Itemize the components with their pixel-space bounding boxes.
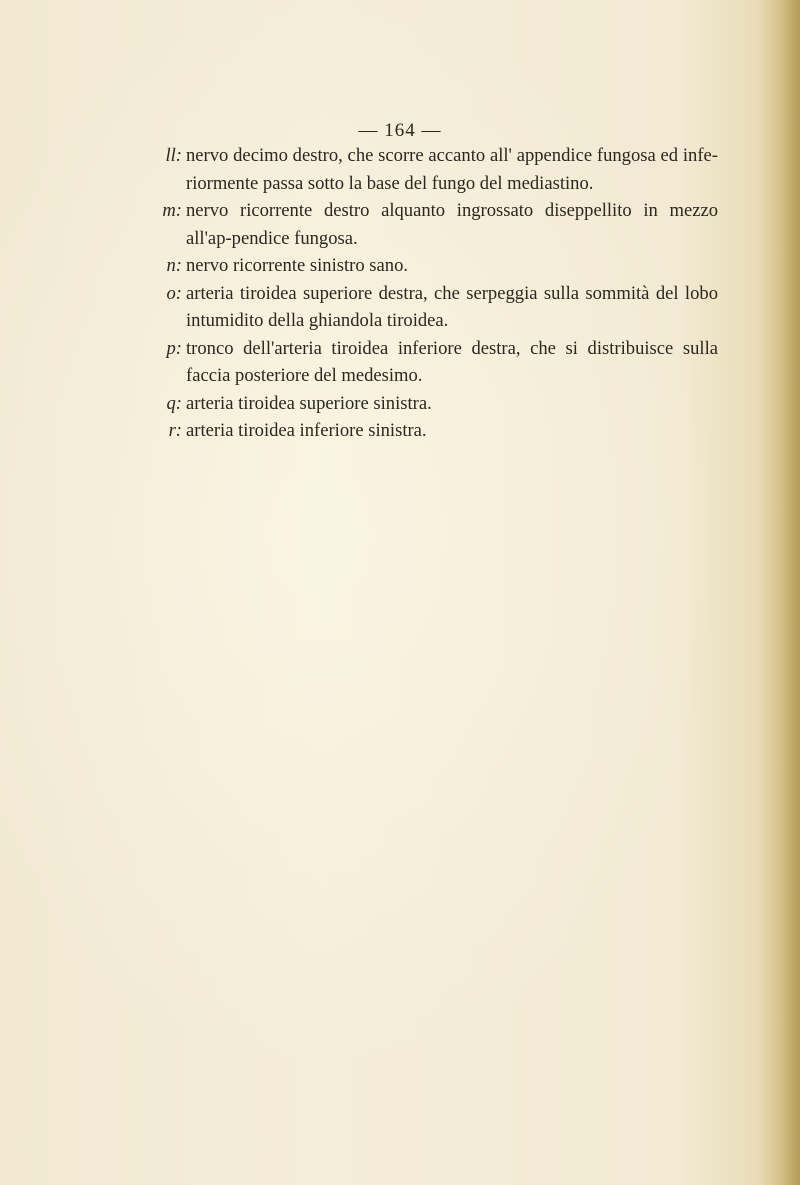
page-number: — 164 —	[358, 120, 442, 141]
figure-legend	[118, 142, 718, 445]
legend-key: o:	[166, 282, 182, 304]
legend-entry-r	[118, 417, 718, 445]
legend-text: nervo ricorrente sinistro sano.	[186, 255, 409, 276]
legend-entry-p	[118, 335, 718, 390]
legend-key: p:	[166, 337, 182, 359]
legend-entry-m	[118, 197, 718, 252]
legend-text: nervo decimo destro, che scorre accanto all' appendice fungosa ed infe-riormente passa sotto la base del fungo del mediastino.	[186, 145, 718, 194]
legend-key: m:	[162, 200, 182, 221]
legend-text: tronco dell'arteria tiroidea inferiore destra, che si distribuisce sulla faccia posteriore del medesimo.	[186, 337, 718, 386]
legend-key: ll:	[165, 145, 182, 166]
legend-key: r:	[168, 420, 182, 441]
legend-entry-q	[118, 390, 718, 418]
legend-text: nervo ricorrente destro alquanto ingrossato diseppellito in mezzo all'ap-pendice fungosa.	[186, 200, 718, 249]
legend-entry-o	[118, 280, 718, 335]
legend-text: arteria tiroidea superiore sinistra.	[186, 392, 432, 414]
legend-entry-n	[118, 252, 718, 280]
legend-text: arteria tiroidea inferiore sinistra.	[186, 420, 427, 441]
legend-key: q:	[166, 392, 182, 414]
legend-entry-ll	[118, 142, 718, 197]
legend-text: arteria tiroidea superiore destra, che serpeggia sulla sommità del lobo intumidito della ghiandola tiroidea.	[186, 282, 718, 331]
legend-key: n:	[166, 255, 182, 276]
page-edge-shadow	[758, 0, 800, 1185]
